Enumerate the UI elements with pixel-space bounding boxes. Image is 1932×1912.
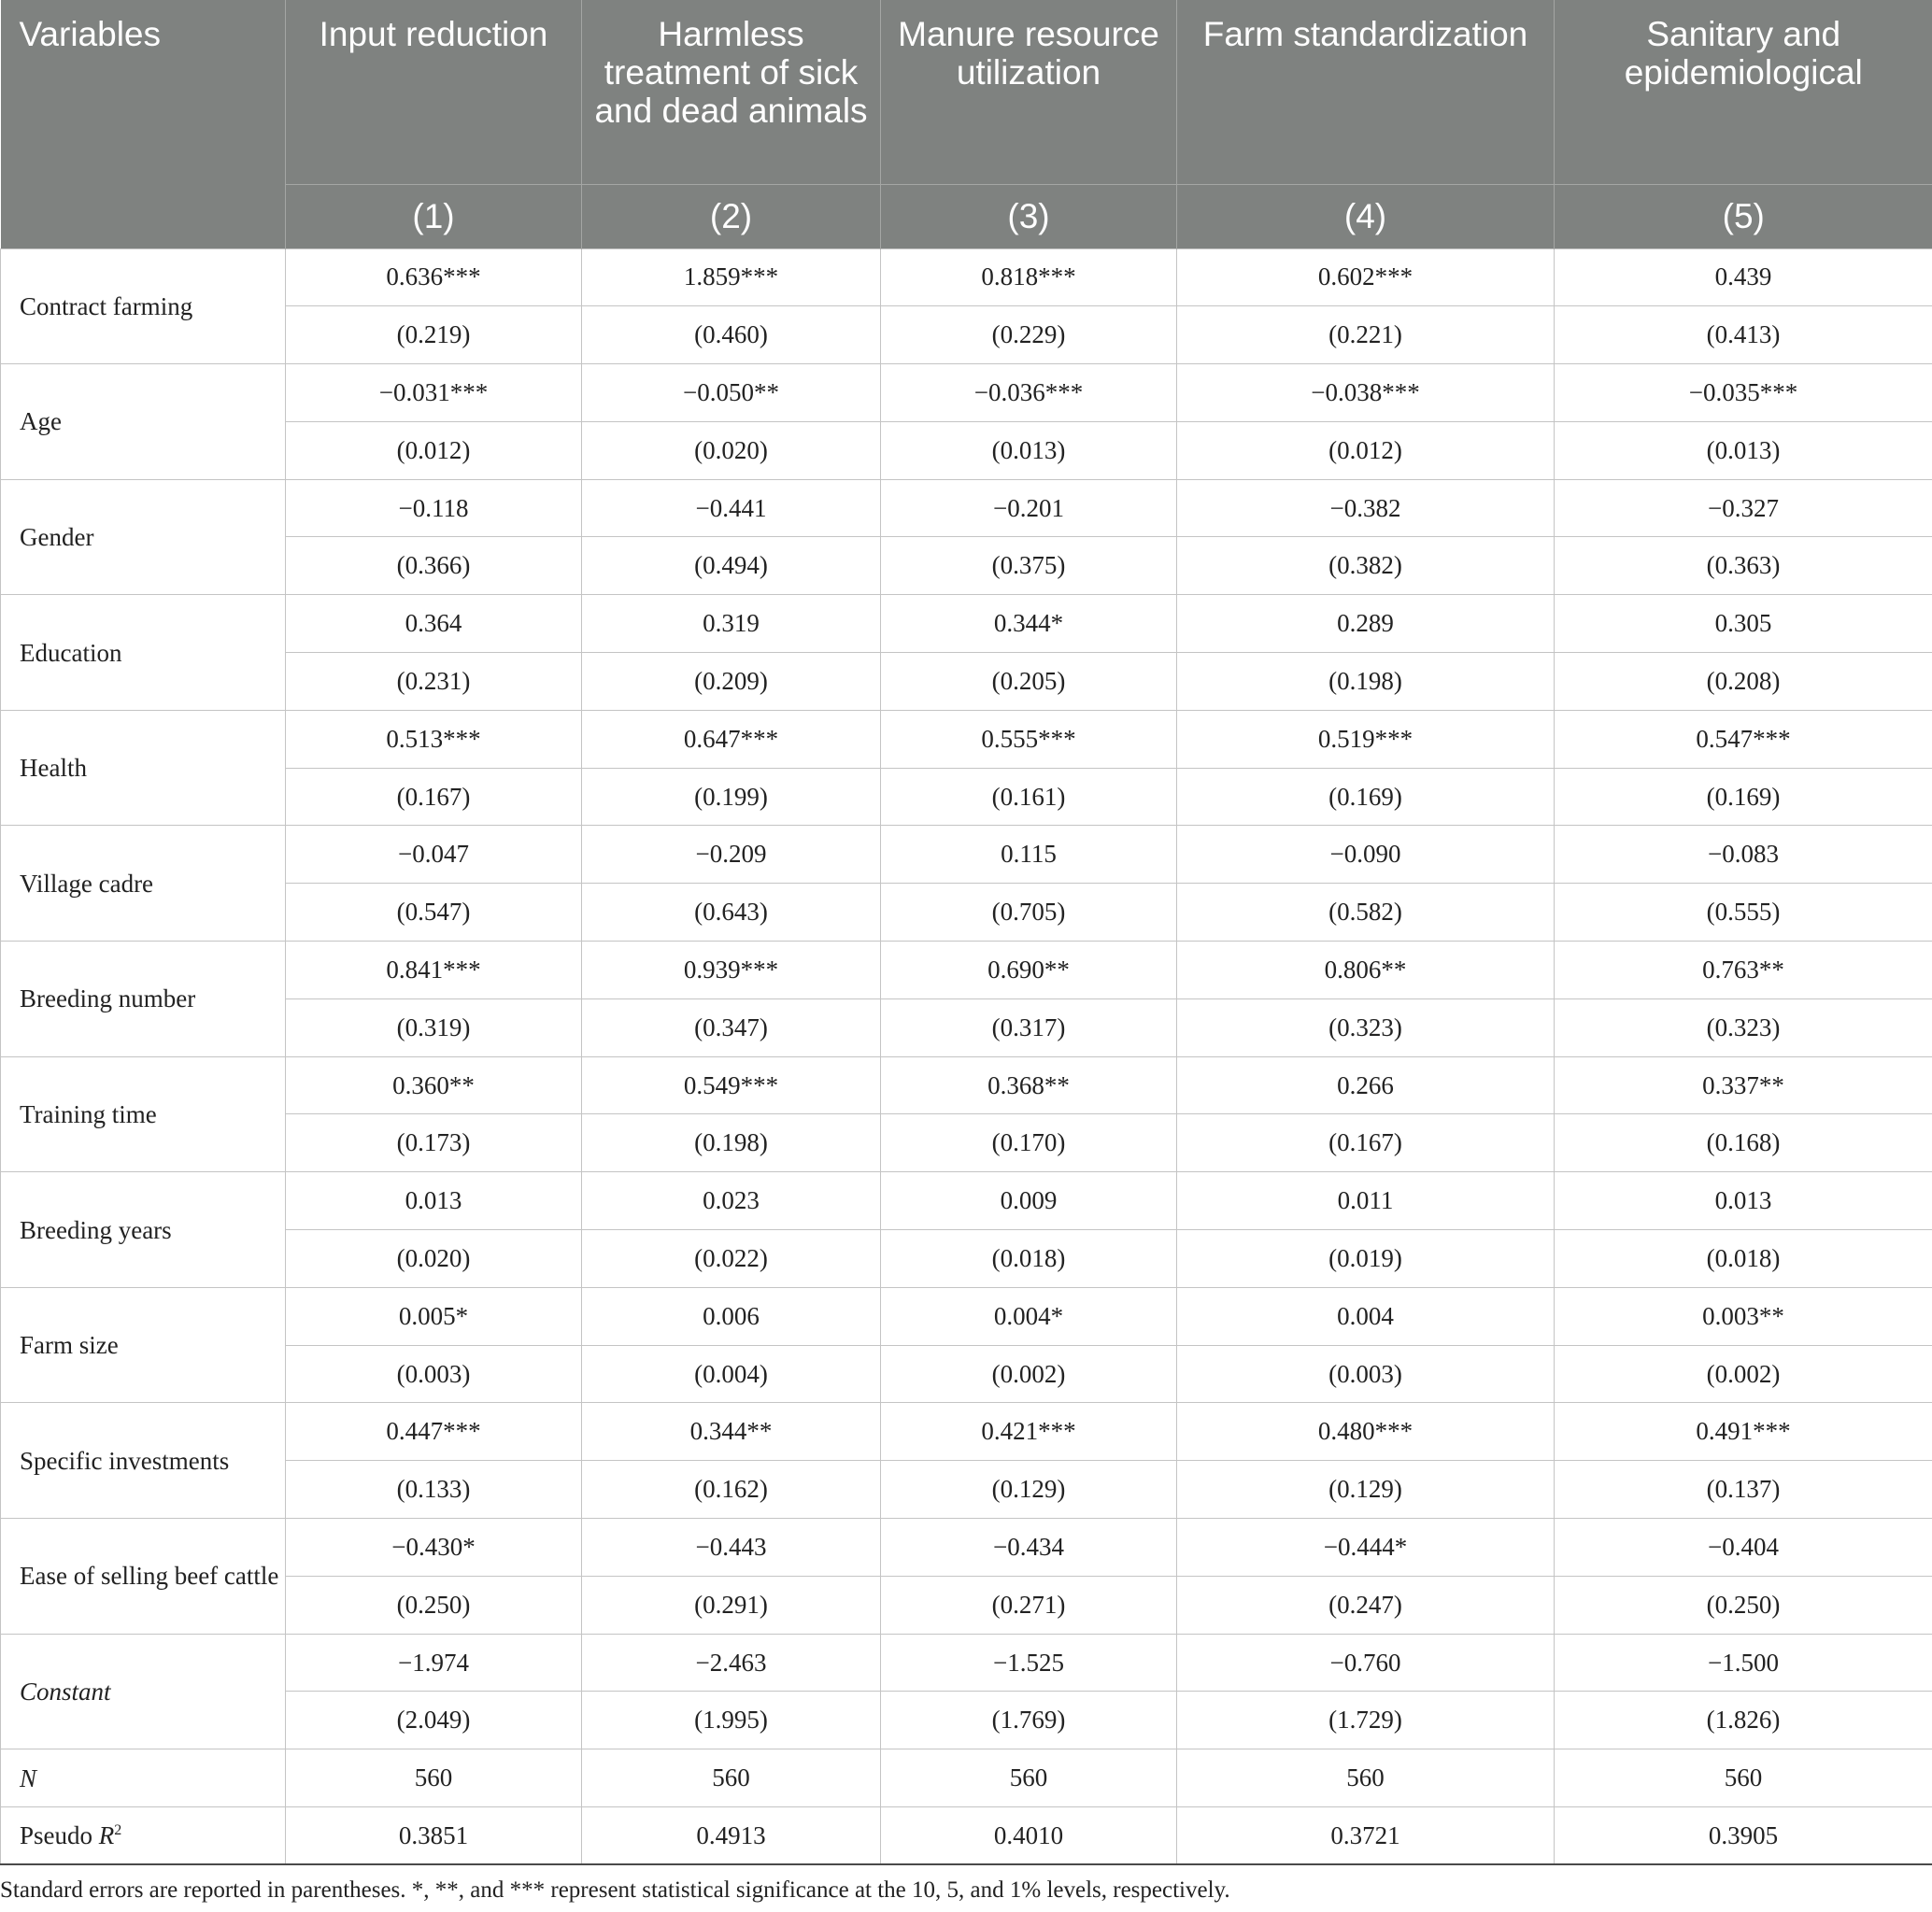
se-cell: (0.019) (1177, 1230, 1555, 1288)
coef-cell: 0.439 (1555, 248, 1932, 306)
table-row-age-se (1, 421, 1932, 479)
row-label-breeding-number: Breeding number (1, 942, 286, 1057)
table-row-breeding-years-coef (1, 1172, 1932, 1230)
se-cell: (0.022) (582, 1230, 881, 1288)
coef-cell: 0.266 (1177, 1056, 1555, 1114)
coef-cell: 0.513*** (286, 710, 582, 768)
se-cell: (0.003) (286, 1345, 582, 1403)
row-label-breeding-years: Breeding years (1, 1172, 286, 1288)
n-cell: 560 (1177, 1749, 1555, 1807)
table-row-ease-of-selling-beef-cattle-se (1, 1576, 1932, 1634)
se-cell: (1.995) (582, 1692, 881, 1749)
row-label-specific-investments: Specific investments (1, 1403, 286, 1519)
coef-cell: 0.368** (881, 1056, 1177, 1114)
table-row-village-cadre-se (1, 884, 1932, 942)
header-number-row (1, 184, 1932, 248)
se-cell: (0.167) (286, 768, 582, 826)
coef-cell: −1.525 (881, 1634, 1177, 1692)
table-row-constant-coef (1, 1634, 1932, 1692)
r2-cell: 0.3851 (286, 1807, 582, 1865)
row-label-ease-of-selling-beef-cattle: Ease of selling beef cattle (1, 1519, 286, 1635)
coef-cell: 0.013 (286, 1172, 582, 1230)
se-cell: (0.555) (1555, 884, 1932, 942)
se-cell: (0.323) (1555, 998, 1932, 1056)
header-col-3-num: (3) (881, 184, 1177, 248)
se-cell: (0.198) (582, 1114, 881, 1172)
coef-cell: −0.443 (582, 1519, 881, 1577)
table-row-breeding-years-se (1, 1230, 1932, 1288)
coef-cell: 0.480*** (1177, 1403, 1555, 1461)
table-row-n (1, 1749, 1932, 1807)
se-cell: (2.049) (286, 1692, 582, 1749)
table-row-gender-coef (1, 479, 1932, 537)
table-row-training-time-se (1, 1114, 1932, 1172)
se-cell: (0.198) (1177, 653, 1555, 711)
se-cell: (0.012) (286, 421, 582, 479)
table-row-contract-farming-coef (1, 248, 1932, 306)
coef-cell: 0.013 (1555, 1172, 1932, 1230)
se-cell: (1.769) (881, 1692, 1177, 1749)
se-cell: (0.219) (286, 306, 582, 364)
se-cell: (0.169) (1555, 768, 1932, 826)
n-cell: 560 (881, 1749, 1177, 1807)
table-row-pseudo-r2 (1, 1807, 1932, 1865)
coef-cell: 0.305 (1555, 595, 1932, 653)
coef-cell: −0.760 (1177, 1634, 1555, 1692)
row-label-gender: Gender (1, 479, 286, 595)
se-cell: (0.582) (1177, 884, 1555, 942)
header-col-5-title: Sanitary and epidemiological (1555, 0, 1932, 184)
table-row-farm-size-coef (1, 1287, 1932, 1345)
se-cell: (1.826) (1555, 1692, 1932, 1749)
pseudo-r-superscript: 2 (114, 1822, 122, 1839)
se-cell: (0.460) (582, 306, 881, 364)
coef-cell: 0.447*** (286, 1403, 582, 1461)
row-label-health: Health (1, 710, 286, 826)
coef-cell: 0.519*** (1177, 710, 1555, 768)
coef-cell: 0.005* (286, 1287, 582, 1345)
se-cell: (0.002) (1555, 1345, 1932, 1403)
header-title-row (1, 0, 1932, 184)
header-col-4-num: (4) (1177, 184, 1555, 248)
n-cell: 560 (1555, 1749, 1932, 1807)
coef-cell: −1.500 (1555, 1634, 1932, 1692)
se-cell: (0.012) (1177, 421, 1555, 479)
se-cell: (0.317) (881, 998, 1177, 1056)
r2-cell: 0.3905 (1555, 1807, 1932, 1865)
se-cell: (0.547) (286, 884, 582, 942)
header-col-1-num: (1) (286, 184, 582, 248)
se-cell: (0.250) (286, 1576, 582, 1634)
n-cell: 560 (286, 1749, 582, 1807)
row-label-contract-farming: Contract farming (1, 248, 286, 364)
row-label-age: Age (1, 364, 286, 480)
row-label-village-cadre: Village cadre (1, 826, 286, 942)
header-variables: Variables (1, 0, 286, 248)
coef-cell: −0.118 (286, 479, 582, 537)
coef-cell: 0.344** (582, 1403, 881, 1461)
se-cell: (0.169) (1177, 768, 1555, 826)
se-cell: (0.209) (582, 653, 881, 711)
coef-cell: −0.038*** (1177, 364, 1555, 422)
se-cell: (0.250) (1555, 1576, 1932, 1634)
se-cell: (0.231) (286, 653, 582, 711)
coef-cell: 0.006 (582, 1287, 881, 1345)
table-row-health-coef (1, 710, 1932, 768)
se-cell: (0.170) (881, 1114, 1177, 1172)
coef-cell: 0.004 (1177, 1287, 1555, 1345)
se-cell: (0.018) (881, 1230, 1177, 1288)
coef-cell: 0.690** (881, 942, 1177, 999)
table-row-specific-investments-se (1, 1461, 1932, 1519)
coef-cell: −0.430* (286, 1519, 582, 1577)
coef-cell: 0.549*** (582, 1056, 881, 1114)
coef-cell: −0.090 (1177, 826, 1555, 884)
se-cell: (0.003) (1177, 1345, 1555, 1403)
se-cell: (0.643) (582, 884, 881, 942)
coef-cell: 0.337** (1555, 1056, 1932, 1114)
coef-cell: 0.636*** (286, 248, 582, 306)
coef-cell: 0.763** (1555, 942, 1932, 999)
coef-cell: 0.009 (881, 1172, 1177, 1230)
coef-cell: 0.364 (286, 595, 582, 653)
se-cell: (0.168) (1555, 1114, 1932, 1172)
se-cell: (0.162) (582, 1461, 881, 1519)
coef-cell: −0.083 (1555, 826, 1932, 884)
coef-cell: 0.289 (1177, 595, 1555, 653)
table-footnote: Standard errors are reported in parentheses. *, **, and *** represent statistical significance at the 10, 5, and 1% levels, respectively. (0, 1877, 1230, 1903)
coef-cell: −2.463 (582, 1634, 881, 1692)
coef-cell: 0.491*** (1555, 1403, 1932, 1461)
se-cell: (0.375) (881, 537, 1177, 595)
se-cell: (0.129) (1177, 1461, 1555, 1519)
se-cell: (0.020) (286, 1230, 582, 1288)
coef-cell: −0.441 (582, 479, 881, 537)
se-cell: (0.229) (881, 306, 1177, 364)
coef-cell: −0.382 (1177, 479, 1555, 537)
se-cell: (0.347) (582, 998, 881, 1056)
se-cell: (0.133) (286, 1461, 582, 1519)
se-cell: (0.205) (881, 653, 1177, 711)
se-cell: (0.137) (1555, 1461, 1932, 1519)
row-label-constant: Constant (1, 1634, 286, 1749)
table-row-education-se (1, 653, 1932, 711)
se-cell: (0.494) (582, 537, 881, 595)
table-row-village-cadre-coef (1, 826, 1932, 884)
coef-cell: 0.602*** (1177, 248, 1555, 306)
se-cell: (0.705) (881, 884, 1177, 942)
table-row-contract-farming-se (1, 306, 1932, 364)
coef-cell: −0.209 (582, 826, 881, 884)
se-cell: (0.161) (881, 768, 1177, 826)
se-cell: (0.363) (1555, 537, 1932, 595)
table-row-training-time-coef (1, 1056, 1932, 1114)
coef-cell: 0.011 (1177, 1172, 1555, 1230)
table-row-constant-se (1, 1692, 1932, 1749)
se-cell: (0.004) (582, 1345, 881, 1403)
table-row-specific-investments-coef (1, 1403, 1932, 1461)
row-label-education: Education (1, 595, 286, 711)
header-col-2-num: (2) (582, 184, 881, 248)
header-col-5-num: (5) (1555, 184, 1932, 248)
coef-cell: −0.047 (286, 826, 582, 884)
se-cell: (0.208) (1555, 653, 1932, 711)
row-label-pseudo-r2 (1, 1807, 286, 1865)
se-cell: (0.271) (881, 1576, 1177, 1634)
se-cell: (0.013) (881, 421, 1177, 479)
se-cell: (0.247) (1177, 1576, 1555, 1634)
coef-cell: 0.421*** (881, 1403, 1177, 1461)
se-cell: (0.291) (582, 1576, 881, 1634)
coef-cell: −0.434 (881, 1519, 1177, 1577)
row-label-training-time: Training time (1, 1056, 286, 1172)
coef-cell: 0.003** (1555, 1287, 1932, 1345)
coef-cell: −0.036*** (881, 364, 1177, 422)
table-row-education-coef (1, 595, 1932, 653)
n-cell: 560 (582, 1749, 881, 1807)
table-row-breeding-number-se (1, 998, 1932, 1056)
table-row-breeding-number-coef (1, 942, 1932, 999)
row-label-farm-size: Farm size (1, 1287, 286, 1403)
coef-cell: 0.023 (582, 1172, 881, 1230)
se-cell: (0.002) (881, 1345, 1177, 1403)
table-row-farm-size-se (1, 1345, 1932, 1403)
coef-cell: −1.974 (286, 1634, 582, 1692)
coef-cell: −0.050** (582, 364, 881, 422)
header-col-3-title: Manure resource utilization (881, 0, 1177, 184)
coef-cell: 0.806** (1177, 942, 1555, 999)
table-row-health-se (1, 768, 1932, 826)
se-cell: (0.173) (286, 1114, 582, 1172)
header-col-2-title: Harmless treatment of sick and dead animals (582, 0, 881, 184)
se-cell: (0.199) (582, 768, 881, 826)
coef-cell: −0.201 (881, 479, 1177, 537)
r2-cell: 0.3721 (1177, 1807, 1555, 1865)
coef-cell: 0.115 (881, 826, 1177, 884)
se-cell: (0.323) (1177, 998, 1555, 1056)
coef-cell: −0.327 (1555, 479, 1932, 537)
table-row-ease-of-selling-beef-cattle-coef (1, 1519, 1932, 1577)
coef-cell: 0.547*** (1555, 710, 1932, 768)
row-label-n: N (1, 1749, 286, 1807)
header-col-4-title: Farm standardization (1177, 0, 1555, 184)
coef-cell: 0.647*** (582, 710, 881, 768)
table-row-age-coef (1, 364, 1932, 422)
coef-cell: 0.818*** (881, 248, 1177, 306)
se-cell: (0.366) (286, 537, 582, 595)
r2-cell: 0.4913 (582, 1807, 881, 1865)
coef-cell: −0.035*** (1555, 364, 1932, 422)
se-cell: (0.018) (1555, 1230, 1932, 1288)
coef-cell: 0.555*** (881, 710, 1177, 768)
header-col-1-title: Input reduction (286, 0, 582, 184)
table-body (1, 248, 1932, 1864)
coef-cell: 0.319 (582, 595, 881, 653)
se-cell: (0.020) (582, 421, 881, 479)
coef-cell: 0.344* (881, 595, 1177, 653)
coef-cell: −0.444* (1177, 1519, 1555, 1577)
se-cell: (1.729) (1177, 1692, 1555, 1749)
table-header (1, 0, 1932, 248)
coef-cell: −0.031*** (286, 364, 582, 422)
pseudo-r-text: Pseudo R (20, 1821, 115, 1850)
se-cell: (0.167) (1177, 1114, 1555, 1172)
se-cell: (0.129) (881, 1461, 1177, 1519)
coef-cell: 0.004* (881, 1287, 1177, 1345)
table-row-gender-se (1, 537, 1932, 595)
se-cell: (0.382) (1177, 537, 1555, 595)
coef-cell: −0.404 (1555, 1519, 1932, 1577)
coef-cell: 0.360** (286, 1056, 582, 1114)
se-cell: (0.013) (1555, 421, 1932, 479)
se-cell: (0.319) (286, 998, 582, 1056)
coef-cell: 1.859*** (582, 248, 881, 306)
se-cell: (0.413) (1555, 306, 1932, 364)
se-cell: (0.221) (1177, 306, 1555, 364)
r2-cell: 0.4010 (881, 1807, 1177, 1865)
coef-cell: 0.841*** (286, 942, 582, 999)
coef-cell: 0.939*** (582, 942, 881, 999)
